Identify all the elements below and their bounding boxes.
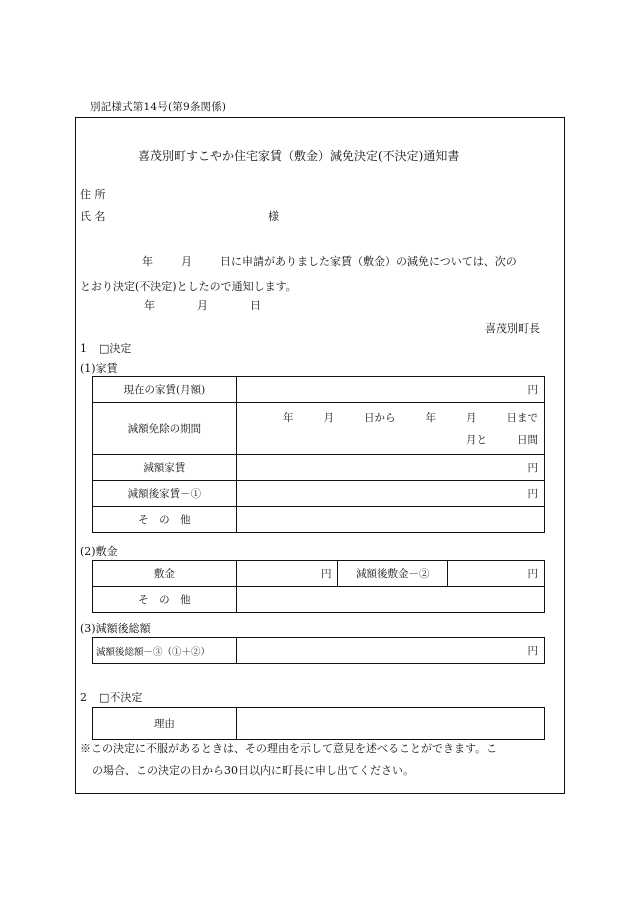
section-2-checkbox[interactable]: □ xyxy=(99,691,110,704)
table-row xyxy=(93,377,545,403)
period-days: 日間 xyxy=(517,433,538,446)
table-row xyxy=(93,638,545,664)
body-line1: 日に申請がありました家賃（敷金）の減免については、次の xyxy=(220,255,517,268)
reduced-rent-label: 減額家賃 xyxy=(93,455,237,481)
deposit-label: 敷金 xyxy=(93,561,237,587)
issuer-name: 喜茂別町長 xyxy=(485,322,540,335)
deposit-value[interactable]: 円 xyxy=(236,561,338,587)
period-duration xyxy=(243,429,538,451)
form-caption: 別記様式第14号(第9条関係) xyxy=(90,101,227,113)
table-row xyxy=(93,455,545,481)
reason-label: 理由 xyxy=(93,708,237,740)
reduced-rent-value[interactable]: 円 xyxy=(236,455,544,481)
total-label: 減額後総額－③（①＋②） xyxy=(93,638,237,664)
rent-after-value[interactable]: 円 xyxy=(236,481,544,507)
form-frame xyxy=(75,117,565,794)
table-row xyxy=(93,561,545,587)
current-rent-label: 現在の家賃(月額) xyxy=(93,377,237,403)
period-until: 日まで xyxy=(506,411,538,424)
table-row xyxy=(93,481,545,507)
table-row xyxy=(93,587,545,613)
rent-other-value[interactable] xyxy=(236,507,544,533)
section-2-label: 不決定 xyxy=(109,691,143,704)
deposit-heading: (2)敷金 xyxy=(80,545,118,558)
period-year: 年 xyxy=(283,411,294,424)
deposit-other-label: そ の 他 xyxy=(93,587,237,613)
body-month: 月 xyxy=(181,255,192,268)
table-row xyxy=(93,708,545,740)
section-1-label: 決定 xyxy=(109,342,132,355)
date-day: 日 xyxy=(250,299,261,312)
table-row xyxy=(93,403,545,455)
rent-after-label: 減額後家賃－① xyxy=(93,481,237,507)
name-label: 氏 名 xyxy=(80,210,106,223)
notice-paragraph xyxy=(80,249,558,299)
section-1-checkbox[interactable]: □ xyxy=(99,342,110,355)
document-title: 喜茂別町すこやか住宅家賃（敷金）減免決定(不決定)通知書 xyxy=(138,149,460,163)
section-1-heading xyxy=(80,340,131,356)
total-table xyxy=(92,637,545,664)
appeal-note xyxy=(80,738,564,782)
period-month2: 月 xyxy=(466,411,477,424)
body-year: 年 xyxy=(142,255,153,268)
period-from: 日から xyxy=(364,411,396,424)
body-line2: とおり決定(不決定)としたので通知します。 xyxy=(80,280,297,293)
period-range xyxy=(243,407,538,429)
deposit-table xyxy=(92,560,545,613)
table-row xyxy=(93,507,545,533)
address-label: 住 所 xyxy=(80,188,106,201)
note-line-1: ※この決定に不服があるときは、その理由を示して意見を述べることができます。こ xyxy=(80,742,498,755)
note-line-2: の場合、この決定の日から30日以内に町長に申し出てください。 xyxy=(92,764,414,777)
deposit-other-value[interactable] xyxy=(236,587,544,613)
current-rent-value[interactable]: 円 xyxy=(236,377,544,403)
period-label: 減額免除の期間 xyxy=(93,403,237,455)
period-year2: 年 xyxy=(425,411,436,424)
rent-heading: (1)家賃 xyxy=(80,362,118,375)
deposit-after-label: 減額後敷金－② xyxy=(338,561,448,587)
date-line xyxy=(144,297,261,313)
section-2-heading xyxy=(80,689,142,705)
honorific: 様 xyxy=(268,210,279,223)
period-value[interactable] xyxy=(236,403,544,455)
total-heading: (3)減額後総額 xyxy=(80,622,151,635)
total-value[interactable]: 円 xyxy=(236,638,544,664)
reason-value[interactable] xyxy=(236,708,544,740)
section-2-number: 2 xyxy=(80,691,87,704)
period-months: 月と xyxy=(466,433,487,446)
date-month: 月 xyxy=(197,299,208,312)
rent-table xyxy=(92,376,545,533)
deposit-after-value[interactable]: 円 xyxy=(448,561,545,587)
date-year: 年 xyxy=(144,299,155,312)
section-1-number: 1 xyxy=(80,342,87,355)
rent-other-label: そ の 他 xyxy=(93,507,237,533)
period-month: 月 xyxy=(323,411,334,424)
reason-table xyxy=(92,707,545,740)
